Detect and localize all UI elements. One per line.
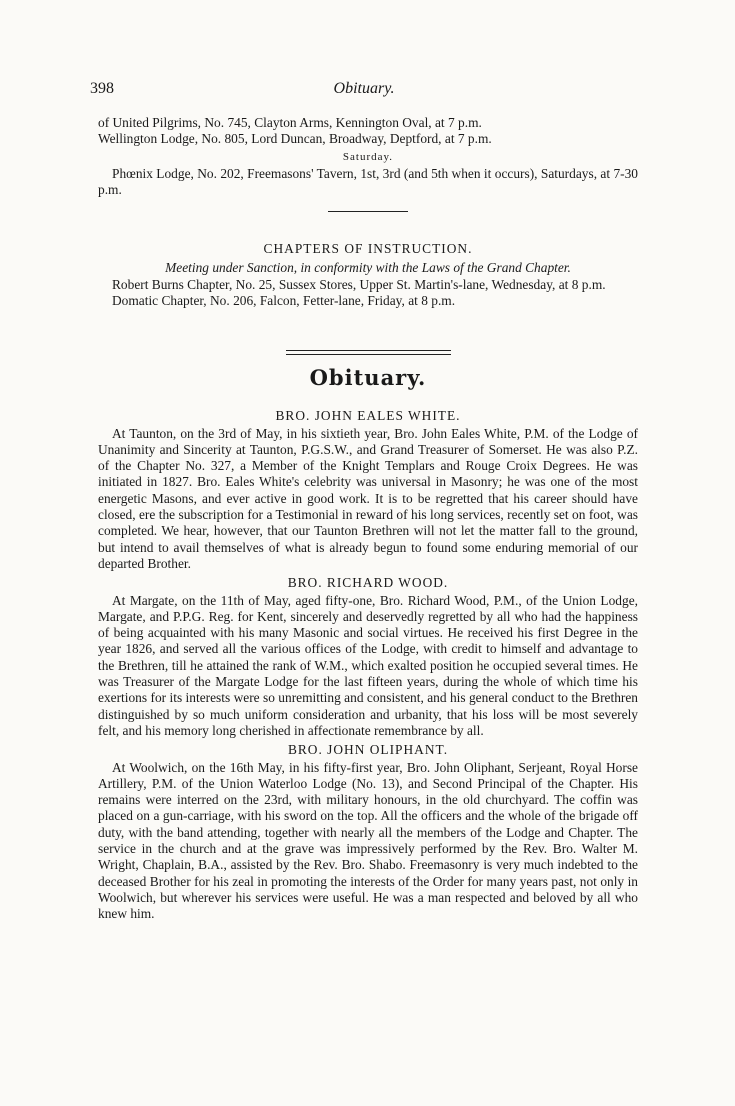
chapters-section (98, 241, 638, 309)
obituary-text: At Margate, on the 11th of May, aged fifty-one, Bro. Richard Wood, P.M., of the Union Lodge, Margate, and P.P.G. Reg. for Kent, sincerely and deservedly regretted by all who had the happiness of being acquainted with his many Masonic and social virtues. He received his first Degree in the year 1826, and served all the various offices of the Lodge, with credit to himself and advantage to the Brethren, till he attained the rank of W.M., which exalted position he occupied several times. He was Treasurer of the Margate Lodge for the last fifteen years, during the whole of which time his exertions for its interests were so unremitting and consistent, and his general conduct to the Brethren distinguished by so much uniform consideration and urbanity, that his loss will be most severely felt, and his memory long cherished in affectionate remembrance by all. (98, 592, 638, 738)
chapter-entry: Domatic Chapter, No. 206, Falcon, Fetter-lane, Friday, at 8 p.m. (112, 292, 456, 308)
obituary-name: BRO. JOHN OLIPHANT. (287, 742, 449, 758)
obituary-section (98, 365, 638, 923)
lodge-entry: Phœnix Lodge, No. 202, Freemasons' Tavern, 1st, 3rd (and 5th when it occurs), Saturdays, at 7-30 p.m. (98, 165, 638, 198)
day-heading: Saturday. (342, 150, 394, 163)
page-header (90, 80, 638, 100)
double-rule-divider (98, 350, 638, 355)
obituary-text: At Woolwich, on the 16th May, in his fifty-first year, Bro. John Oliphant, Serjeant, Royal Horse Artillery, P.M. of the Union Waterloo Lodge (No. 13), and Second Principal of the Chapter. His remains were interred on the 23rd, with military honours, in the old churchyard. The coffin was placed on a gun-carriage, with his sword on the top. All the officers and the whole of the brigade off duty, with the band attending, together with nearly all the members of the Lodge and Chapter. The service in the church and at the grave was impressively performed by the Rev. Bro. Walter M. Wright, Chaplain, B.A., assisted by the Rev. Bro. Shabo. Freemasonry is very much indebted to the deceased Brother for his zeal in promoting the interests of the Order for many years past, not only in Woolwich, but wherever his services were useful. He was a man respected and beloved by all who knew him. (98, 759, 638, 922)
lodges-section (98, 115, 638, 198)
chapter-entry: Robert Burns Chapter, No. 25, Sussex Stores, Upper St. Martin's-lane, Wednesday, at 8 p.m. (112, 276, 606, 292)
lodge-entry: of United Pilgrims, No. 745, Clayton Arms, Kennington Oval, at 7 p.m. (98, 115, 482, 130)
obituary-title: Obituary. (309, 365, 427, 390)
obituary-name: BRO. RICHARD WOOD. (287, 575, 449, 591)
lodge-entry: Wellington Lodge, No. 805, Lord Duncan, Broadway, Deptford, at 7 p.m. (98, 131, 492, 147)
section-heading: CHAPTERS OF INSTRUCTION. (263, 241, 473, 256)
page-number: 398 (90, 80, 114, 97)
running-title: Obituary. (333, 80, 395, 97)
obituary-name: BRO. JOHN EALES WHITE. (275, 408, 461, 424)
section-subheading: Meeting under Sanction, in conformity with the Laws of the Grand Chapter. (165, 260, 571, 276)
obituary-text: At Taunton, on the 3rd of May, in his sixtieth year, Bro. John Eales White, P.M. of the Lodge of Unanimity and Sincerity at Taunton, P.G.S.W., and Grand Treasurer of Somerset. He was also P.Z. of the Chapter No. 327, a Member of the Knight Templars and Rouge Croix Degrees. He was initiated in 1827. Bro. Eales White's celebrity was universal in Masonry; he was one of the most energetic Masons, and ever active in good work. It is to be regretted that his career should have closed, ere the subscription for a Testimonial in reward of his long services, recently set on foot, was completed. We hear, however, that our Taunton Brethren will not let the matter fall to the ground, but intend to avail themselves of what is already begun to found some enduring memorial of our departed Brother. (98, 425, 638, 571)
section-divider (98, 211, 638, 212)
